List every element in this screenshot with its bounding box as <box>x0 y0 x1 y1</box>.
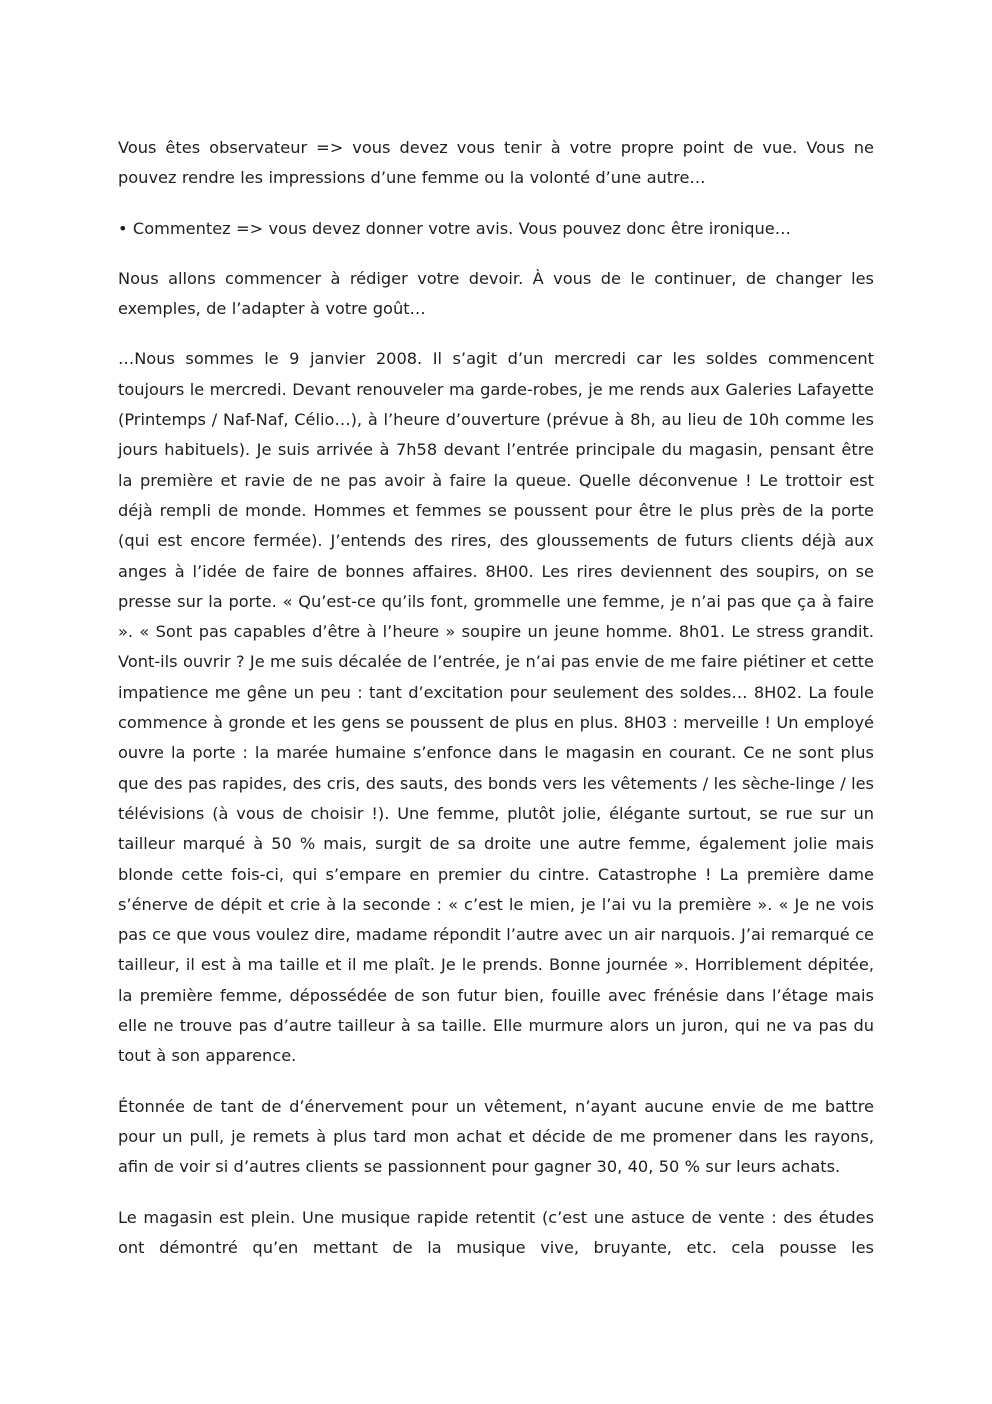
paragraph-narrative: …Nous sommes le 9 janvier 2008. Il s’agit d’un mercredi car les soldes commencent toujours le mercredi. Devant renouveler ma garde-robes, je me rends aux Galeries Lafayette (Printemps / Naf-Naf, Célio…), à l’heure d’ouverture (prévue à 8h, au lieu de 10h comme les jours habituels). Je suis arrivée à 7h58 devant l’entrée principale du magasin, pensant être la première et ravie de ne pas avoir à faire la queue. Quelle déconvenue ! Le trottoir est déjà rempli de monde. Hommes et femmes se poussent pour être le plus près de la porte (qui est encore fermée). J’entends des rires, des gloussements de futurs clients déjà aux anges à l’idée de faire de bonnes affaires. 8H00. Les rires deviennent des soupirs, on se presse sur la porte. « Qu’est-ce qu’ils font, grommelle une femme, je n’ai pas que ça à faire ». « Sont pas capables d’être à l’heure » soupire un jeune homme. 8h01. Le stress grandit. Vont-ils ouvrir ? Je me suis décalée de l’entrée, je n’ai pas envie de me faire piétiner et cette impatience me gêne un peu : tant d’excitation pour seulement des soldes… 8H02. La foule commence à gronde et les gens se poussent de plus en plus. 8H03 : merveille ! Un employé ouvre la porte : la marée humaine s’enfonce dans le magasin en courant. Ce ne sont plus que des pas rapides, des cris, des sauts, des bonds vers les vêtements / les sèche-linge / les télévisions (à vous de choisir !). Une femme, plutôt jolie, élégante surtout, se rue sur un tailleur marqué à 50 % mais, surgit de sa droite une autre femme, également jolie mais blonde cette fois-ci, qui s’empare en premier du cintre. Catastrophe ! La première dame s’énerve de dépit et crie à la seconde : « c’est le mien, je l’ai vu la première ». « Je ne vois pas ce que vous voulez dire, madame répondit l’autre avec un air narquois. J’ai remarqué ce tailleur, il est à ma taille et il me plaît. Je le prends. Bonne journée ». Horriblement dépitée, la première femme, dépossédée de son futur bien, fouille avec frénésie dans l’étage mais elle ne trouve pas d’autre tailleur à sa taille. Elle murmure alors un juron, qui ne va pas du tout à son apparence. <box>118 349 874 1066</box>
paragraph-astonished: Étonnée de tant de d’énervement pour un vêtement, n’ayant aucune envie de me battre pour un pull, je remets à plus tard mon achat et décide de me promener dans les rayons, afin de voir si d’autres clients se passionnent pour gagner 30, 40, 50 % sur leurs achats. <box>118 1096 874 1177</box>
paragraph-observer: Vous êtes observateur => vous devez vous tenir à votre propre point de vue. Vous ne pouvez rendre les impressions d’une femme ou la volonté d’une autre… <box>118 138 874 188</box>
paragraph-comment: • Commentez => vous devez donner votre avis. Vous pouvez donc être ironique… <box>118 218 791 238</box>
paragraph-intro: Nous allons commencer à rédiger votre devoir. À vous de le continuer, de changer les exemples, de l’adapter à votre goût… <box>118 268 874 319</box>
paragraph-store-full: Le magasin est plein. Une musique rapide retentit (c’est une astuce de vente : des études ont démontré qu’en mettant de la musique vive, bruyante, etc. cela pousse les <box>118 1207 874 1257</box>
document-body <box>118 133 874 1283</box>
